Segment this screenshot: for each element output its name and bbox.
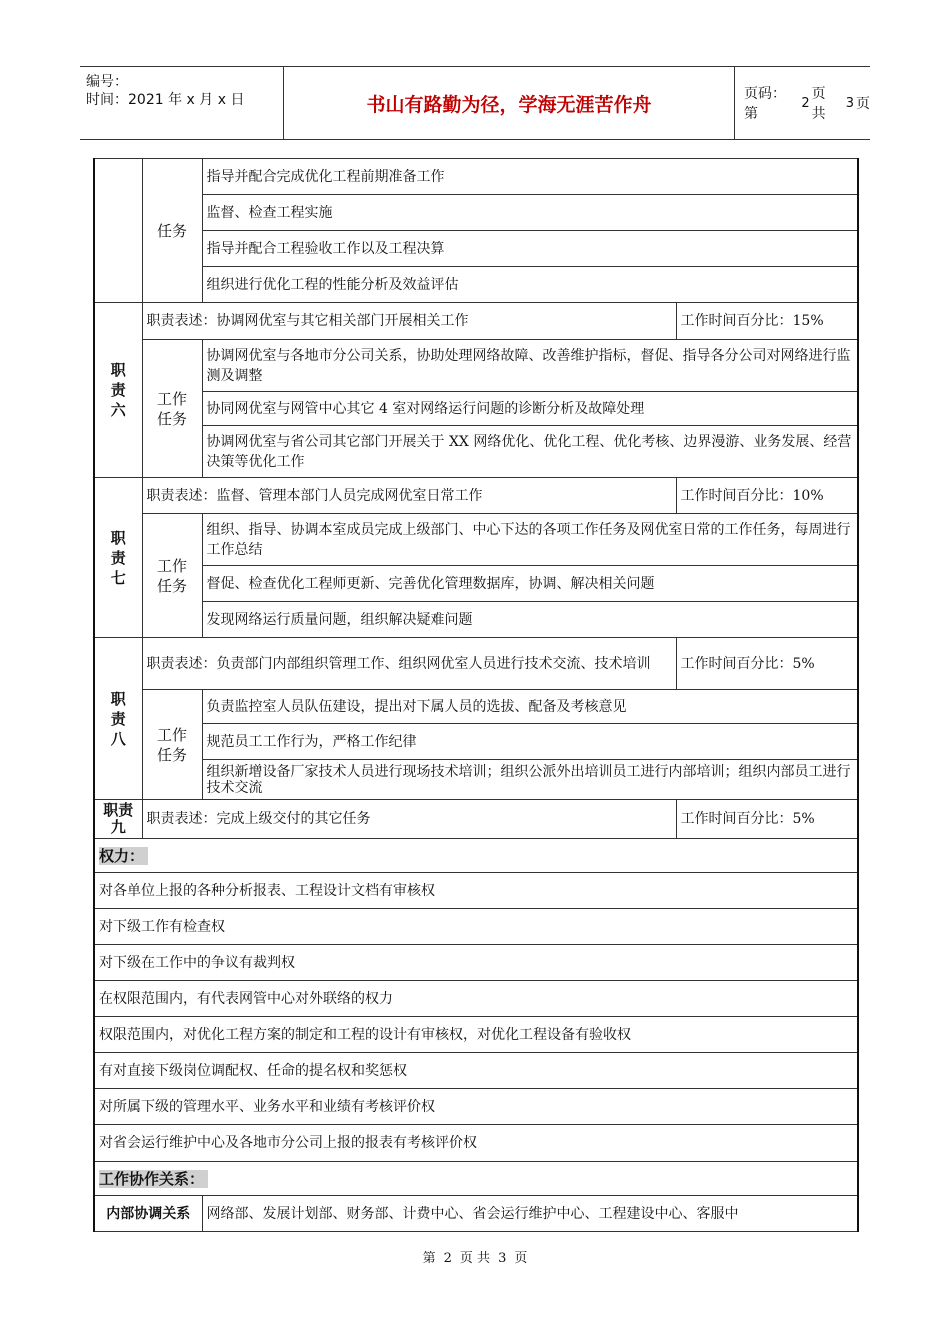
- duty-description: 职责表述：负责部门内部组织管理工作、组织网优室人员进行技术交流、技术培训: [142, 638, 676, 690]
- task-item: 督促、检查优化工程师更新、完善优化管理数据库，协调、解决相关问题: [202, 566, 858, 602]
- power-item: 在权限范围内，有代表网管中心对外联络的权力: [94, 981, 858, 1017]
- table-row: [94, 231, 858, 267]
- task-item: 协调网优室与省公司其它部门开展关于 XX 网络优化、优化工程、优化考核、边界漫游、业务发展、经营决策等优化工作: [202, 426, 858, 478]
- duty-label-eight: [94, 638, 142, 800]
- time-percentage: 工作时间百分比：15%: [676, 303, 858, 340]
- task-label-text: 工作任务: [156, 725, 187, 764]
- table-row: [94, 800, 858, 839]
- page-end: 页: [856, 96, 870, 112]
- duty-six-text: 职责六: [110, 361, 126, 419]
- duty-label-seven: [94, 478, 142, 638]
- power-item: 对下级在工作中的争议有裁判权: [94, 945, 858, 981]
- footer-mid: 页 共: [459, 1251, 491, 1266]
- power-item: 有对直接下级岗位调配权、任命的提名权和奖惩权: [94, 1053, 858, 1089]
- task-item: 监督、检查工程实施: [202, 195, 858, 231]
- task-item: 组织进行优化工程的性能分析及效益评估: [202, 267, 858, 303]
- time-percentage: 工作时间百分比：10%: [676, 478, 858, 514]
- time-label: 时间：2021 年 x 月 x 日: [86, 92, 245, 108]
- table-row: [94, 159, 858, 195]
- header-motto: 书山有路勤为径，学海无涯苦作舟: [284, 67, 735, 139]
- table-row: [94, 724, 858, 760]
- table-row: [94, 909, 858, 945]
- table-row: [94, 839, 858, 873]
- footer-page: 2: [443, 1251, 452, 1266]
- table-row: [94, 602, 858, 638]
- internal-coordination-value: 网络部、发展计划部、财务部、计费中心、省会运行维护中心、工程建设中心、客服中: [202, 1196, 858, 1232]
- table-row: [94, 1162, 858, 1196]
- duty-label-six: [94, 303, 142, 478]
- task-item: 规范员工工作行为，严格工作纪律: [202, 724, 858, 760]
- duty-table: [93, 158, 859, 1232]
- duty-description: 职责表述：协调网优室与其它相关部门开展相关工作: [142, 303, 676, 340]
- table-row: [94, 873, 858, 909]
- page-label: 页码：第: [744, 86, 786, 122]
- duty-description: 职责表述：完成上级交付的其它任务: [142, 800, 676, 839]
- duty-label-nine: [94, 800, 142, 839]
- page-total: 3: [845, 95, 854, 111]
- header-meta: [80, 67, 284, 139]
- task-item: 指导并配合工程验收工作以及工程决算: [202, 231, 858, 267]
- table-row: [94, 981, 858, 1017]
- footer-post: 页: [514, 1251, 528, 1266]
- duty-eight-text: 职责八: [110, 689, 126, 748]
- task-item: 组织新增设备厂家技术人员进行现场技术培训；组织公派外出培训员工进行内部培训；组织内部员工进行技术交流: [202, 760, 858, 800]
- powers-title: [94, 839, 858, 873]
- duty-description: 职责表述：监督、管理本部门人员完成网优室日常工作: [142, 478, 676, 514]
- table-row: [94, 690, 858, 724]
- task-item: 组织、指导、协调本室成员完成上级部门、中心下达的各项工作任务及网优室日常的工作任务，每周进行工作总结: [202, 514, 858, 566]
- power-item: 对所属下级的管理水平、业务水平和业绩有考核评价权: [94, 1089, 858, 1125]
- duty-nine-text: 职责九: [103, 801, 134, 836]
- header-page-info: [734, 67, 870, 139]
- number-label: 编号：: [86, 74, 128, 90]
- table-row: [94, 340, 858, 392]
- table-row: [94, 426, 858, 478]
- table-row: [94, 392, 858, 426]
- table-row: [94, 1017, 858, 1053]
- page-footer: [0, 1247, 950, 1266]
- table-row: [94, 1053, 858, 1089]
- table-row: [94, 1196, 858, 1232]
- page-mid: 页 共: [811, 86, 826, 122]
- power-item: 权限范围内，对优化工程方案的制定和工程的设计有审核权，对优化工程设备有验收权: [94, 1017, 858, 1053]
- task-label-text: 工作任务: [156, 556, 187, 595]
- power-item: 对省会运行维护中心及各地市分公司上报的报表有考核评价权: [94, 1125, 858, 1162]
- task-label: [142, 514, 202, 638]
- table-row: [94, 195, 858, 231]
- cooperation-title-text: 工作协作关系：: [99, 1170, 208, 1188]
- table-row: [94, 945, 858, 981]
- task-item: 发现网络运行质量问题，组织解决疑难问题: [202, 602, 858, 638]
- footer-pre: 第: [422, 1251, 436, 1266]
- table-row: [94, 1125, 858, 1162]
- page-number: 2: [801, 95, 810, 111]
- duty-seven-text: 职责七: [110, 528, 126, 587]
- table-row: [94, 638, 858, 690]
- table-row: [94, 514, 858, 566]
- page-header: [80, 66, 870, 140]
- task-item: 协同网优室与网管中心其它 4 室对网络运行问题的诊断分析及故障处理: [202, 392, 858, 426]
- time-percentage: 工作时间百分比：5%: [676, 638, 858, 690]
- cooperation-title: [94, 1162, 858, 1196]
- internal-coordination-label: 内部协调关系: [94, 1196, 202, 1232]
- footer-total: 3: [498, 1251, 507, 1266]
- time-percentage: 工作时间百分比：5%: [676, 800, 858, 839]
- table-row: [94, 478, 858, 514]
- power-item: 对下级工作有检查权: [94, 909, 858, 945]
- table-row: [94, 760, 858, 800]
- task-item: 负责监控室人员队伍建设，提出对下属人员的选拔、配备及考核意见: [202, 690, 858, 724]
- table-row: [94, 1089, 858, 1125]
- table-row: [94, 303, 858, 340]
- task-label-text: 工作任务: [156, 389, 187, 428]
- task-label: 任务: [142, 159, 202, 303]
- task-label: [142, 690, 202, 800]
- task-item: 协调网优室与各地市分公司关系，协助处理网络故障、改善维护指标，督促、指导各分公司对网络进行监测及调整: [202, 340, 858, 392]
- power-item: 对各单位上报的各种分析报表、工程设计文档有审核权: [94, 873, 858, 909]
- table-row: [94, 267, 858, 303]
- table-row: [94, 566, 858, 602]
- task-label: [142, 340, 202, 478]
- powers-title-text: 权力：: [99, 847, 148, 865]
- duty-label-cont: [94, 159, 142, 303]
- task-item: 指导并配合完成优化工程前期准备工作: [202, 159, 858, 195]
